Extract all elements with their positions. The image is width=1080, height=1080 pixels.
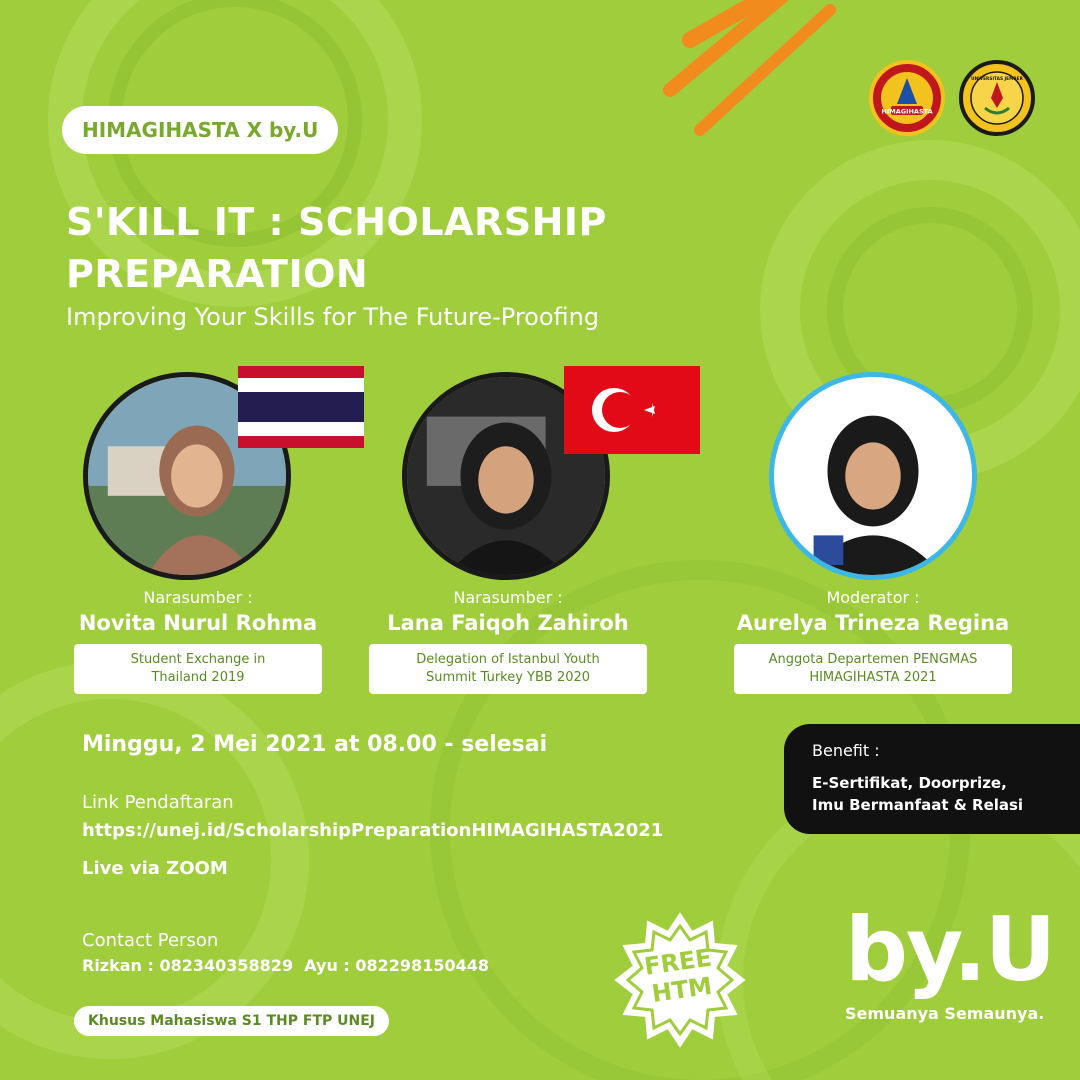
speaker-2-name: Lana Faiqoh Zahiroh <box>387 611 629 635</box>
contact-person-label: Contact Person <box>82 930 219 951</box>
speaker-1-description-line-2: Thailand 2019 <box>151 670 245 685</box>
speaker-2-description-line-2: Summit Turkey YBB 2020 <box>425 670 591 685</box>
moderator-description-line-2: HIMAGIHASTA 2021 <box>809 670 937 685</box>
unej-emblem-icon <box>967 68 1027 128</box>
free-htm-line-2: HTM <box>650 971 714 1008</box>
moderator-description <box>734 644 1012 694</box>
live-platform: Live via ZOOM <box>82 858 228 879</box>
speaker-2-description-line-1: Delegation of Istanbul Youth <box>416 652 600 667</box>
free-htm-line-1: FREE <box>642 943 714 981</box>
moderator-description-line-1: Anggota Departemen PENGMAS <box>768 652 978 667</box>
moderator-photo <box>769 372 977 580</box>
speaker-1-description <box>74 644 322 694</box>
svg-text:HIMAGIHASTA: HIMAGIHASTA <box>881 107 933 116</box>
svg-text:UNIVERSITAS JEMBER: UNIVERSITAS JEMBER <box>971 77 1023 82</box>
free-htm-badge <box>610 910 750 1050</box>
benefit-box <box>784 724 1080 834</box>
speaker-1-name: Novita Nurul Rohma <box>78 611 318 635</box>
speaker-1-description-line-1: Student Exchange in <box>130 652 266 667</box>
event-date: Minggu, 2 Mei 2021 at 08.00 - selesai <box>82 732 548 757</box>
moderator-name: Aurelya Trineza Regina <box>736 611 1010 635</box>
registration-link[interactable]: https://unej.id/ScholarshipPreparationHIMAGIHASTA2021 <box>82 820 664 841</box>
byu-logo-text: by.U <box>845 898 1055 1001</box>
benefit-line-1: E-Sertifikat, Doorprize, <box>812 774 1007 792</box>
himagihasta-logo <box>869 60 945 136</box>
unej-ftp-logo <box>959 60 1035 136</box>
byu-tagline: Semuanya Semaunya. <box>845 1004 1045 1023</box>
speaker-2-role: Narasumber : <box>453 588 563 607</box>
thailand-flag-icon <box>238 366 364 448</box>
event-title <box>66 196 766 300</box>
audience-pill: Khusus Mahasiswa S1 THP FTP UNEJ <box>74 1006 389 1036</box>
organizer-logos <box>869 60 1035 136</box>
moderator-portrait <box>774 377 972 575</box>
himagihasta-emblem-icon <box>877 68 937 128</box>
speaker-1-role: Narasumber : <box>143 588 253 607</box>
registration-label: Link Pendaftaran <box>82 792 234 813</box>
event-title-line-1: S'KILL IT : SCHOLARSHIP <box>66 200 607 244</box>
speaker-2-description <box>369 644 647 694</box>
moderator-card <box>728 588 1018 694</box>
speaker-1-card <box>48 588 348 694</box>
event-title-line-2: PREPARATION <box>66 252 369 296</box>
benefit-line-2: Imu Bermanfaat & Relasi <box>812 796 1024 814</box>
turkey-flag-icon <box>564 366 700 454</box>
benefit-label: Benefit : <box>812 741 880 760</box>
event-tag-pill: HIMAGIHASTA X by.U <box>62 106 338 154</box>
contact-person-values: Rizkan : 082340358829 Ayu : 082298150448 <box>82 956 489 975</box>
event-subtitle: Improving Your Skills for The Future-Proofing <box>66 303 600 331</box>
speaker-2-card <box>358 588 658 694</box>
moderator-role: Moderator : <box>826 588 920 607</box>
byu-brand <box>845 900 1054 1023</box>
